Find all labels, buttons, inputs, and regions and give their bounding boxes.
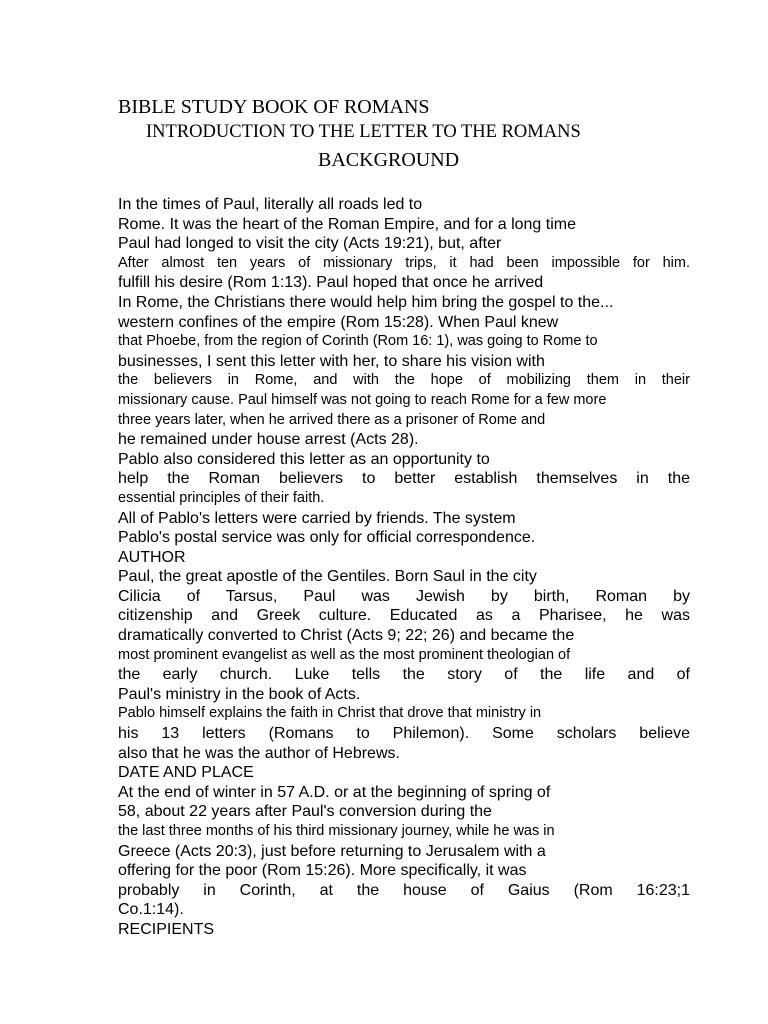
body-line: fulfill his desire (Rom 1:13). Paul hoped that once he arrived (118, 274, 544, 292)
body-line: missionary cause. Paul himself was not going to reach Rome for a few more (118, 391, 607, 408)
document-title: BIBLE STUDY BOOK OF ROMANS (118, 96, 430, 118)
body-line: Pablo also considered this letter as an opportunity to (118, 450, 490, 468)
section-heading-recipients: RECIPIENTS (118, 920, 215, 938)
document-body (118, 195, 690, 940)
body-line: businesses, I sent this letter with her, to share his vision with (118, 352, 545, 370)
body-line: At the end of winter in 57 A.D. or at the beginning of spring of (118, 783, 551, 801)
body-line: Greece (Acts 20:3), just before returning to Jerusalem with a (118, 842, 546, 860)
body-line: the believers in Rome, and with the hope of mobilizing them in their (118, 372, 690, 389)
body-line: In Rome, the Christians there would help him bring the gospel to the... (118, 293, 614, 311)
section-heading-date-and-place: DATE AND PLACE (118, 764, 254, 782)
body-line: After almost ten years of missionary trips, it had been impossible for him. (118, 254, 690, 271)
body-line: he remained under house arrest (Acts 28). (118, 431, 419, 449)
body-line: Pablo's postal service was only for official correspondence. (118, 529, 536, 547)
body-line: most prominent evangelist as well as the most prominent theologian of (118, 646, 571, 663)
body-line: the last three months of his third missionary journey, while he was in (118, 823, 555, 839)
body-line: offering for the poor (Rom 15:26). More specifically, it was (118, 862, 527, 880)
body-line: dramatically converted to Christ (Acts 9; 22; 26) and became the (118, 627, 575, 645)
body-line: probably in Corinth, at the house of Gaius (Rom 16:23;1 (118, 881, 690, 899)
body-line: his 13 letters (Romans to Philemon). Some scholars believe (118, 725, 690, 743)
body-line: Co.1:14). (118, 901, 184, 919)
body-line: Pablo himself explains the faith in Christ that drove that ministry in (118, 705, 542, 722)
body-line: Cilicia of Tarsus, Paul was Jewish by birth, Roman by (118, 587, 690, 605)
body-line: In the times of Paul, literally all roads led to (118, 196, 423, 213)
body-line: All of Pablo's letters were carried by friends. The system (118, 509, 516, 527)
section-heading-background: BACKGROUND (318, 149, 460, 171)
body-line: Rome. It was the heart of the Roman Empire, and for a long time (118, 215, 576, 233)
body-line: Paul had longed to visit the city (Acts 19:21), but, after (118, 235, 502, 253)
body-line: Paul's ministry in the book of Acts. (118, 685, 361, 703)
body-line: western confines of the empire (Rom 15:28). When Paul knew (118, 313, 559, 331)
body-line: Paul, the great apostle of the Gentiles. Born Saul in the city (118, 568, 537, 586)
document-subtitle: INTRODUCTION TO THE LETTER TO THE ROMANS (146, 122, 581, 142)
section-heading-author: AUTHOR (118, 548, 186, 566)
body-line: the early church. Luke tells the story of the life and of (118, 666, 690, 684)
body-line: that Phoebe, from the region of Corinth (Rom 16: 1), was going to Rome to (118, 333, 598, 350)
body-line: also that he was the author of Hebrews. (118, 744, 400, 762)
body-line: help the Roman believers to better establish themselves in the (118, 470, 690, 488)
body-line: citizenship and Greek culture. Educated as a Pharisee, he was (118, 607, 690, 625)
body-line: three years later, when he arrived there as a prisoner of Rome and (118, 411, 546, 428)
body-line: essential principles of their faith. (118, 489, 325, 506)
body-line: 58, about 22 years after Paul's conversion during the (118, 803, 492, 821)
